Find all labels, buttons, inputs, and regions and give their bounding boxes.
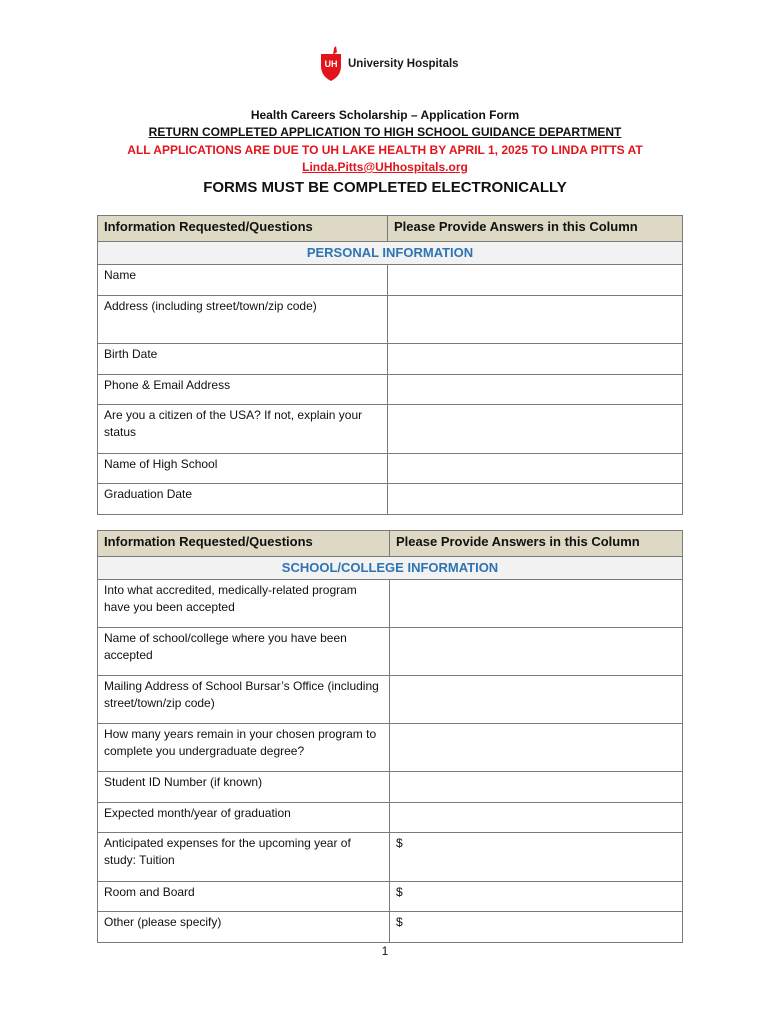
question-room-board: Room and Board: [98, 882, 390, 912]
table-row: [98, 454, 683, 484]
question-years-remaining: How many years remain in your chosen program to complete you undergraduate degree?: [98, 724, 390, 772]
question-graduation-month: Expected month/year of graduation: [98, 803, 390, 833]
table-row: [98, 484, 683, 515]
table-row: [98, 833, 683, 882]
answer-student-id-field[interactable]: [390, 772, 683, 803]
logo-name: University Hospitals: [348, 58, 459, 70]
table-row: [98, 772, 683, 803]
due-date-notice: ALL APPLICATIONS ARE DUE TO UH LAKE HEALTH BY APRIL 1, 2025 TO LINDA PITTS AT: [127, 143, 643, 157]
answer-graduation-month-field[interactable]: [390, 803, 683, 833]
question-high-school: Name of High School: [98, 454, 388, 484]
section-header-row: [98, 242, 683, 265]
table-row: [98, 882, 683, 912]
question-birth-date: Birth Date: [98, 344, 388, 375]
return-instruction: RETURN COMPLETED APPLICATION TO HIGH SCHOOL GUIDANCE DEPARTMENT: [148, 125, 622, 139]
table-row: [98, 912, 683, 943]
personal-info-table: [97, 215, 683, 515]
table-header-row: [98, 216, 683, 242]
uh-shield-icon: [318, 46, 344, 82]
answer-bursar-address-field[interactable]: [390, 676, 683, 724]
question-address: Address (including street/town/zip code): [98, 296, 388, 344]
section-header-row: [98, 557, 683, 580]
table-row: [98, 265, 683, 296]
table-row: [98, 296, 683, 344]
table-row: [98, 405, 683, 454]
electronic-notice: FORMS MUST BE COMPLETED ELECTRONICALLY: [203, 179, 567, 196]
answer-program-field[interactable]: [390, 580, 683, 628]
col-answers-header: Please Provide Answers in this Column: [388, 216, 683, 242]
table-header-row: [98, 531, 683, 557]
answer-school-name-field[interactable]: [390, 628, 683, 676]
answer-room-board-field[interactable]: $: [390, 882, 683, 912]
question-program: Into what accredited, medically-related program have you been accepted: [98, 580, 390, 628]
question-bursar-address: Mailing Address of School Bursar’s Office (including street/town/zip code): [98, 676, 390, 724]
question-student-id: Student ID Number (if known): [98, 772, 390, 803]
col-questions-header: Information Requested/Questions: [98, 216, 388, 242]
answer-tuition-field[interactable]: $: [390, 833, 683, 882]
col-questions-header: Information Requested/Questions: [98, 531, 390, 557]
answer-high-school-field[interactable]: [388, 454, 683, 484]
table-row: [98, 628, 683, 676]
table-row: [98, 724, 683, 772]
personal-info-section-title: PERSONAL INFORMATION: [98, 242, 683, 265]
table-row: [98, 676, 683, 724]
table-row: [98, 580, 683, 628]
answer-years-remaining-field[interactable]: [390, 724, 683, 772]
contact-email-link[interactable]: Linda.Pitts@UHhospitals.org: [302, 160, 468, 174]
school-info-section-title: SCHOOL/COLLEGE INFORMATION: [98, 557, 683, 580]
question-school-name: Name of school/college where you have been accepted: [98, 628, 390, 676]
answer-address-field[interactable]: [388, 296, 683, 344]
school-info-table: [97, 530, 683, 943]
table-row: [98, 375, 683, 405]
table-row: [98, 803, 683, 833]
question-tuition: Anticipated expenses for the upcoming year of study: Tuition: [98, 833, 390, 882]
question-graduation-date: Graduation Date: [98, 484, 388, 515]
form-title: Health Careers Scholarship – Application Form: [250, 108, 520, 122]
question-citizenship: Are you a citizen of the USA? If not, explain your status: [98, 405, 388, 454]
page-number: 1: [381, 944, 389, 958]
answer-name-field[interactable]: [388, 265, 683, 296]
question-phone-email: Phone & Email Address: [98, 375, 388, 405]
logo-mark: UH: [324, 59, 338, 69]
answer-citizenship-field[interactable]: [388, 405, 683, 454]
answer-other-field[interactable]: $: [390, 912, 683, 943]
question-other: Other (please specify): [98, 912, 390, 943]
answer-graduation-date-field[interactable]: [388, 484, 683, 515]
table-row: [98, 344, 683, 375]
answer-birth-date-field[interactable]: [388, 344, 683, 375]
answer-phone-email-field[interactable]: [388, 375, 683, 405]
question-name: Name: [98, 265, 388, 296]
uh-logo: [318, 46, 459, 82]
col-answers-header: Please Provide Answers in this Column: [390, 531, 683, 557]
